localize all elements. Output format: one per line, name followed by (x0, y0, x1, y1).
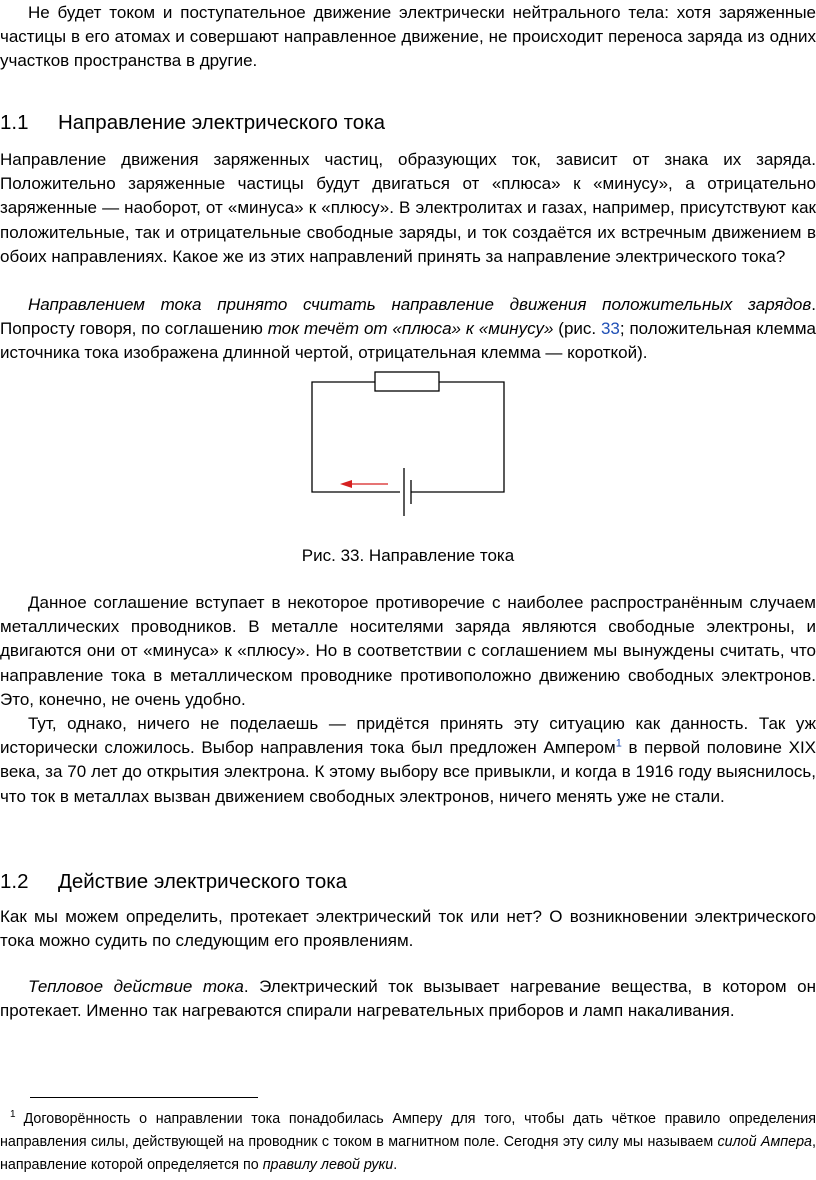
circuit-wire (312, 382, 400, 492)
paragraph-effects: Как мы можем определить, протекает электрический ток или нет? О возникновении электрического тока можно судить по следующим его проявлениям. (0, 907, 816, 951)
section-heading-1-2 (0, 869, 347, 895)
footnote-mark: 1 (10, 1109, 16, 1121)
section-title: Направление электрического тока (58, 111, 386, 134)
text-run: . Попросту говоря, по соглашению (0, 295, 816, 339)
text-run: , направление которой определяется по (0, 1134, 816, 1173)
paragraph-history (0, 712, 816, 809)
intro-paragraph: Не будет током и поступательное движение электрически нейтрального тела: хотя заряженные частицы в его атомах и совершают направленное движение, не происходит переноса заряда из одних участков пространства в другие. (0, 3, 816, 71)
paragraph-convention (0, 293, 816, 366)
text-run: (рис. (553, 319, 601, 339)
italic-definition: Направлением тока принято считать направление движения положительных зарядов (28, 295, 812, 314)
figure-reference-link[interactable]: 33 (600, 319, 620, 339)
text-run: Тут, однако, ничего не поделаешь — придётся принять эту ситуацию как данность. Так уж исторически сложилось. Выбор направления тока был предложен Ампером (0, 714, 816, 758)
footnote (0, 1108, 816, 1177)
footnote-divider (30, 1097, 258, 1098)
text-run: ; положительная клемма источника тока изображена длинной чертой, отрицательная клемма — короткой). (0, 319, 816, 363)
text-run: Договорённость о направлении тока понадобилась Амперу для того, чтобы дать чёткое правило определения направления силы, действующей на проводник с током в магнитном поле. Сегодня эту силу мы называем (0, 1111, 816, 1150)
section-title: Действие электрического тока (58, 870, 348, 893)
circuit-wire (411, 382, 504, 492)
text-run: . Электрический ток вызывает нагревание вещества, в котором он протекает. Именно так нагреваются спирали нагревательных приборов и ламп накаливания. (0, 977, 816, 1021)
circuit-figure (0, 368, 816, 528)
text-run: в первой половине XIX века, за 70 лет до открытия электрона. К этому выбору все привыкли, и когда в 1916 году выяснилось, что ток в металлах вызван движением свободных электронов, ничего менять уже не стали. (0, 738, 816, 806)
figure-caption: Рис. 33. Направление тока (301, 546, 515, 565)
italic-thermal-effect: Тепловое действие тока (28, 977, 244, 996)
section-heading-1-1 (0, 110, 385, 136)
text-run: . (393, 1157, 398, 1173)
italic-left-hand-rule: правилу левой руки (262, 1157, 394, 1173)
resistor (375, 372, 439, 391)
footnote-reference[interactable]: 1 (615, 737, 622, 750)
paragraph-metals: Данное соглашение вступает в некоторое противоречие с наиболее распространённым случаем металлических проводников. В металле носителями заряда являются свободные электроны, и двигаются они от «минуса» к «плюсу». Но в соответствии с соглашением мы вынуждены считать, что направление тока в металлическом проводнике противоположно движению свободных электронов. Это, конечно, не очень удобно. (0, 593, 816, 709)
italic-rule: ток течёт от «плюса» к «минусу» (267, 319, 554, 339)
paragraph-thermal (0, 975, 816, 1023)
paragraph-direction: Направление движения заряженных частиц, образующих ток, зависит от знака их заряда. Положительно заряженные частицы будут двигаться от «плюса» к «минусу», а отрицательно заряженные — наоборот, от «минуса» к «плюсу». В электролитах и газах, например, присутствуют как положительные, так и отрицательные свободные заряды, и ток создаётся их встречным движением в обоих направлениях. Какое же из этих направлений принять за направление электрического тока? (0, 150, 816, 266)
italic-ampere-force: силой Ампера (717, 1134, 812, 1150)
current-arrow-head (340, 480, 352, 488)
section-number: 1.2 (0, 870, 29, 893)
section-number: 1.1 (0, 111, 29, 134)
